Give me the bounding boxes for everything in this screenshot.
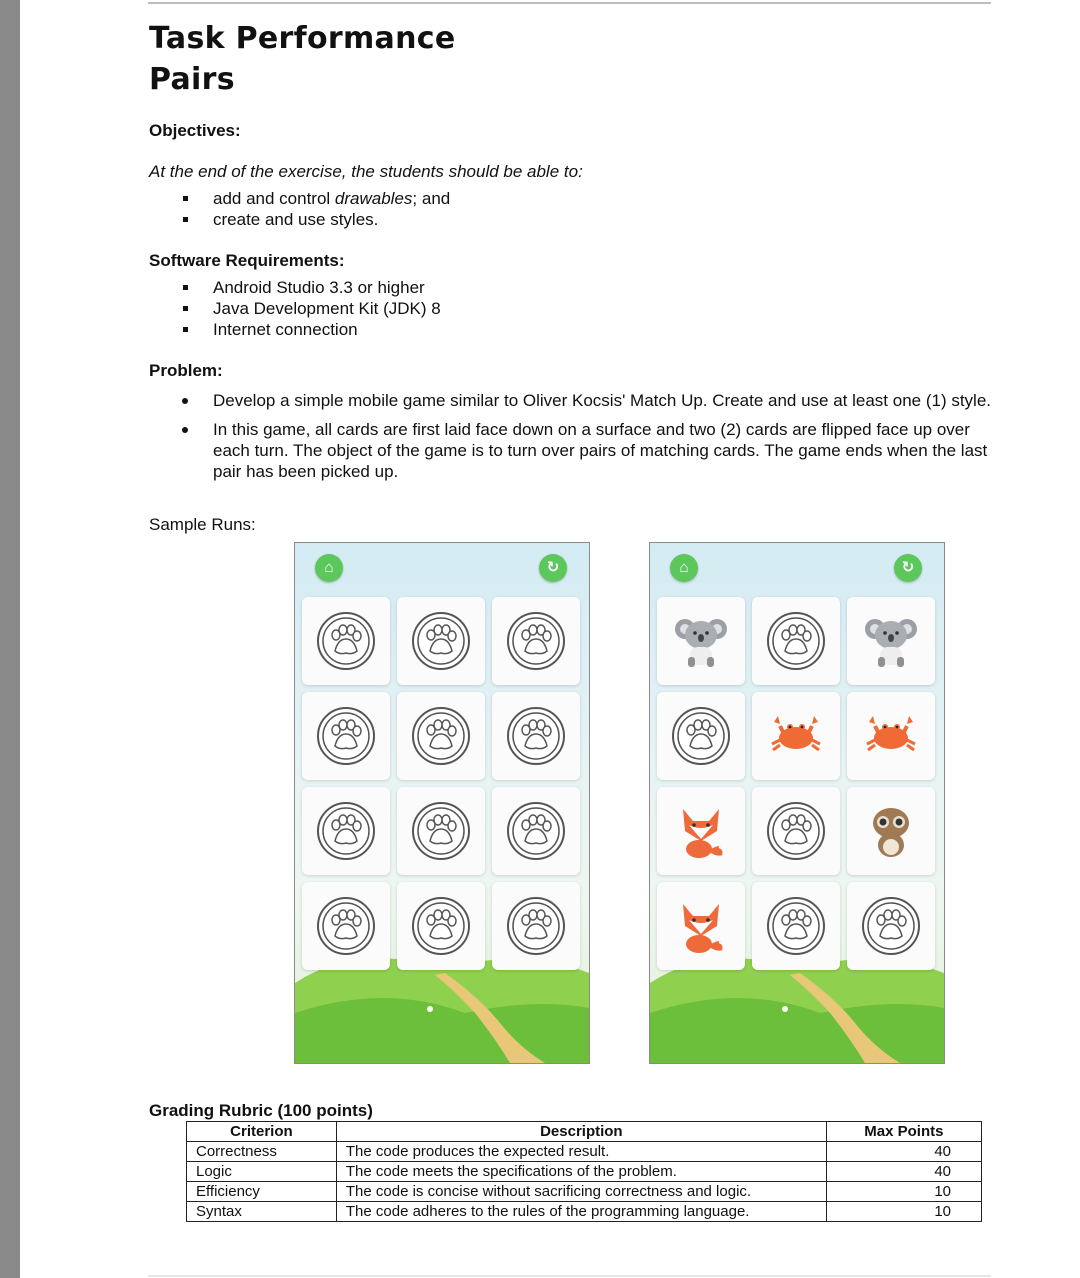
paw-icon [671,706,731,766]
rubric-description: The code meets the specifications of the problem. [336,1162,826,1182]
fox-icon [671,896,731,956]
koala-icon [861,611,921,671]
paw-icon [316,706,376,766]
objective-item: add and control drawables; and [178,188,450,209]
paw-icon [316,611,376,671]
rubric-header-row [187,1122,982,1142]
rubric-row [187,1182,982,1202]
rubric-header: Description [336,1122,826,1142]
objectives-heading: Objectives: [149,121,241,140]
sample-runs-label: Sample Runs: [149,515,256,534]
rubric-title: Grading Rubric (100 points) [149,1101,373,1120]
rubric-description: The code adheres to the rules of the programming language. [336,1202,826,1222]
tarsier-icon [861,801,921,861]
software-item: Internet connection [178,319,441,340]
restart-button[interactable]: ↻ [539,554,567,582]
koala-card[interactable] [847,597,935,685]
paw-icon [411,801,471,861]
face-down-card[interactable] [397,787,485,875]
page-title: Task Performance [149,21,456,56]
fox-card[interactable] [657,787,745,875]
restart-button[interactable]: ↻ [894,554,922,582]
bottom-rule [148,1275,991,1277]
crab-icon [861,706,921,766]
rubric-criterion: Efficiency [187,1182,337,1202]
face-down-card[interactable] [492,787,580,875]
rubric-criterion: Logic [187,1162,337,1182]
problem-item: Develop a simple mobile game similar to Oliver Kocsis' Match Up. Create and use at least one (1) style. [178,390,1028,411]
face-down-card[interactable] [302,787,390,875]
paw-icon [506,896,566,956]
home-button[interactable]: ⌂ [670,554,698,582]
rubric-header: Criterion [187,1122,337,1142]
paw-icon [506,706,566,766]
paw-icon [766,801,826,861]
software-item: Java Development Kit (JDK) 8 [178,298,441,319]
objectives-list [178,188,450,230]
face-down-card[interactable] [492,692,580,780]
software-list [178,277,441,340]
face-down-card[interactable] [752,882,840,970]
rubric-criterion: Correctness [187,1142,337,1162]
rubric-points: 10 [826,1182,981,1202]
sample-run-screenshot-2 [649,542,945,1064]
koala-icon [671,611,731,671]
rubric-header: Max Points [826,1122,981,1142]
rubric-description: The code produces the expected result. [336,1142,826,1162]
problem-item: In this game, all cards are first laid face down on a surface and two (2) cards are flipped face up over each turn. The object of the game is to turn over pairs of matching cards. The game ends when the last pair has been picked up. [178,419,1028,482]
software-heading: Software Requirements: [149,251,345,270]
rubric-row [187,1202,982,1222]
objective-item: create and use styles. [178,209,450,230]
paw-icon [506,611,566,671]
sample-run-screenshot-1 [294,542,590,1064]
paw-icon [861,896,921,956]
paw-icon [316,896,376,956]
problem-heading: Problem: [149,361,223,380]
rubric-points: 40 [826,1142,981,1162]
rubric-points: 40 [826,1162,981,1182]
crab-card[interactable] [752,692,840,780]
paw-icon [766,896,826,956]
face-down-card[interactable] [397,692,485,780]
objectives-intro: At the end of the exercise, the students should be able to: [149,162,583,181]
face-down-card[interactable] [397,882,485,970]
page-subtitle: Pairs [149,62,235,97]
tarsier-card[interactable] [847,787,935,875]
fox-card[interactable] [657,882,745,970]
paw-icon [411,896,471,956]
face-down-card[interactable] [302,597,390,685]
face-down-card[interactable] [397,597,485,685]
face-down-card[interactable] [492,882,580,970]
problem-list [178,390,1028,482]
rubric-criterion: Syntax [187,1202,337,1222]
paw-icon [766,611,826,671]
crab-icon [766,706,826,766]
face-down-card[interactable] [657,692,745,780]
paw-icon [411,611,471,671]
rubric-description: The code is concise without sacrificing correctness and logic. [336,1182,826,1202]
rubric-row [187,1162,982,1182]
crab-card[interactable] [847,692,935,780]
koala-card[interactable] [657,597,745,685]
rubric-table [186,1121,982,1222]
paw-icon [506,801,566,861]
face-down-card[interactable] [302,692,390,780]
software-item: Android Studio 3.3 or higher [178,277,441,298]
face-down-card[interactable] [302,882,390,970]
face-down-card[interactable] [847,882,935,970]
face-down-card[interactable] [752,787,840,875]
face-down-card[interactable] [752,597,840,685]
top-rule [148,2,991,4]
paw-icon [411,706,471,766]
rubric-row [187,1142,982,1162]
viewer-edge [0,0,20,1278]
fox-icon [671,801,731,861]
paw-icon [316,801,376,861]
home-button[interactable]: ⌂ [315,554,343,582]
rubric-points: 10 [826,1202,981,1222]
face-down-card[interactable] [492,597,580,685]
